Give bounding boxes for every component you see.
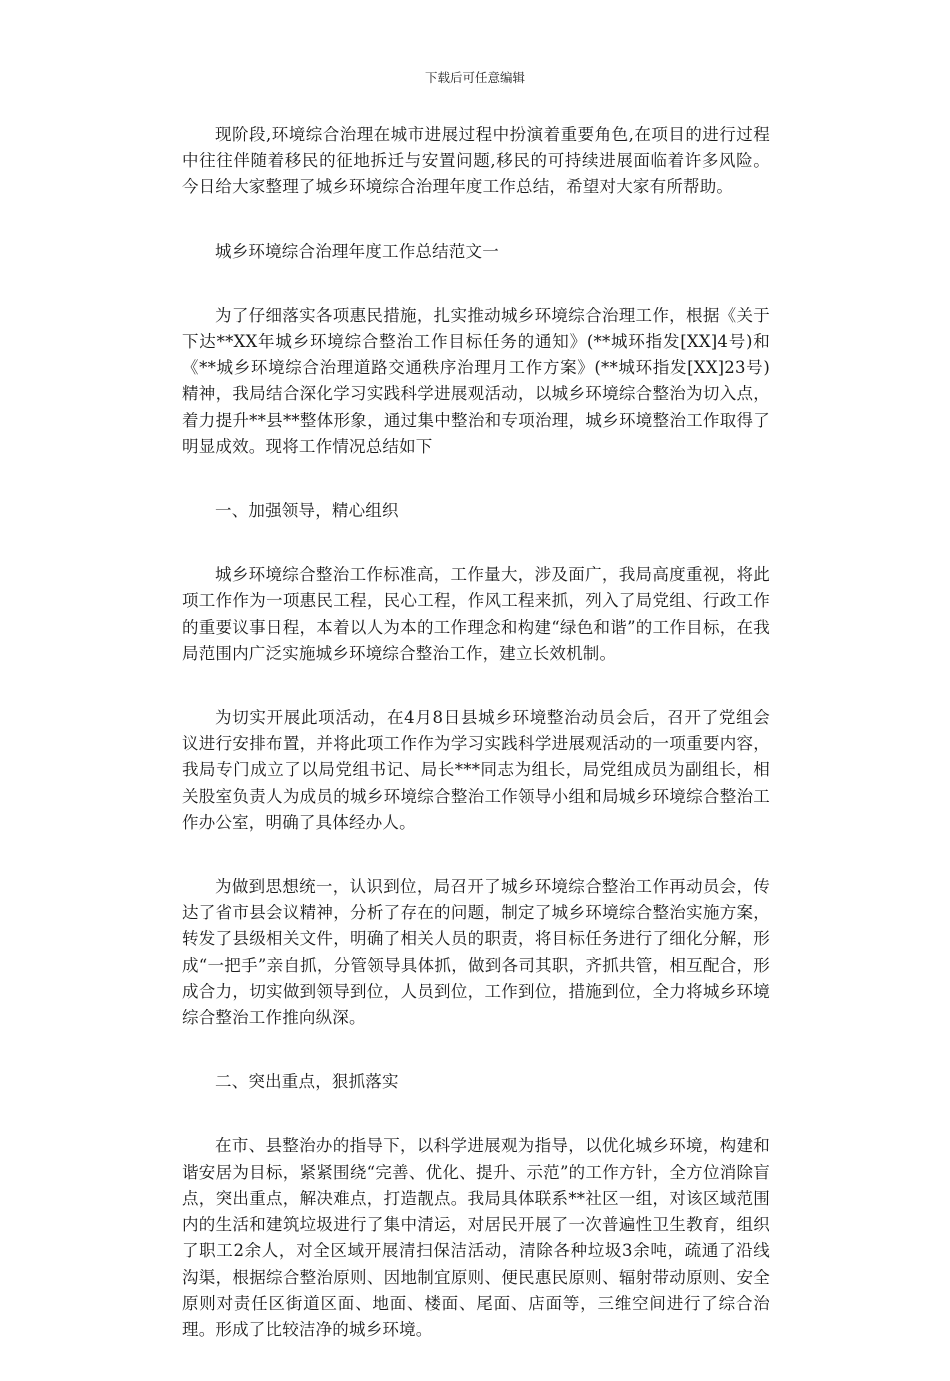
- page-header-note: 下载后可任意编辑: [424, 70, 525, 85]
- document-title: 城乡环境综合治理年度工作总结范文一: [215, 241, 499, 261]
- section-heading-2: 二、突出重点，狠抓落实: [215, 1072, 399, 1092]
- body-paragraph: 城乡环境综合整治工作标准高，工作量大，涉及面广，我局高度重视，将此项工作作为一项惠民工程，民心工程，作风工程来抓，列入了局党组、行政工作的重要议事日程，本着以人为本的工作理念和构建“绿色和谐”的工作目标，在我局范围内广泛实施城乡环境综合整治工作，建立长效机制。: [182, 565, 770, 663]
- intro-paragraph: 现阶段,环境综合治理在城市进展过程中扮演着重要角色,在项目的进行过程中往往伴随着移民的征地拆迁与安置问题,移民的可持续进展面临着许多风险。今日给大家整理了城乡环境综合治理年度工作总结，希望对大家有所帮助。: [182, 125, 770, 197]
- document-body: [182, 122, 770, 1381]
- body-paragraph: 在市、县整治办的指导下，以科学进展观为指导，以优化城乡环境，构建和谐安居为目标，紧紧围绕“完善、优化、提升、示范”的工作方针，全方位消除盲点，突出重点，解决难点，打造靓点。我局具体联系**社区一组，对该区域范围内的生活和建筑垃圾进行了集中清运，对居民开展了一次普遍性卫生教育，组织了职工2余人，对全区域开展清扫保洁活动，清除各种垃圾3余吨，疏通了沿线沟渠，根据综合整治原则、因地制宜原则、便民惠民原则、辐射带动原则、安全原则对责任区街道区面、地面、楼面、尾面、店面等，三维空间进行了综合治理。形成了比较洁净的城乡环境。: [182, 1136, 770, 1339]
- body-paragraph: 为做到思想统一，认识到位，局召开了城乡环境综合整治工作再动员会，传达了省市县会议精神，分析了存在的问题，制定了城乡环境综合整治实施方案，转发了县级相关文件，明确了相关人员的职责，将目标任务进行了细化分解，形成“一把手”亲自抓，分管领导具体抓，做到各司其职，齐抓共管，相互配合，形成合力，切实做到领导到位，人员到位，工作到位，措施到位，全力将城乡环境综合整治工作推向纵深。: [182, 877, 770, 1028]
- section-heading-1: 一、加强领导，精心组织: [215, 501, 399, 521]
- body-paragraph: 为了仔细落实各项惠民措施，扎实推动城乡环境综合治理工作，根据《关于下达**XX年城乡环境综合整治工作目标任务的通知》(**城环指发[XX]4号)和《**城乡环境综合治理道路交通秩序治理月工作方案》(**城环指发[XX]23号)精神，我局结合深化学习实践科学进展观活动，以城乡环境综合整治为切入点，着力提升**县**整体形象，通过集中整治和专项治理，城乡环境整治工作取得了明显成效。现将工作情况总结如下: [182, 305, 770, 456]
- body-paragraph: 为切实开展此项活动，在4月8日县城乡环境整治动员会后，召开了党组会议进行安排布置，并将此项工作作为学习实践科学进展观活动的一项重要内容，我局专门成立了以局党组书记、局长***同志为组长，局党组成员为副组长，相关股室负责人为成员的城乡环境综合整治工作领导小组和局城乡环境综合整治工作办公室，明确了具体经办人。: [182, 708, 770, 832]
